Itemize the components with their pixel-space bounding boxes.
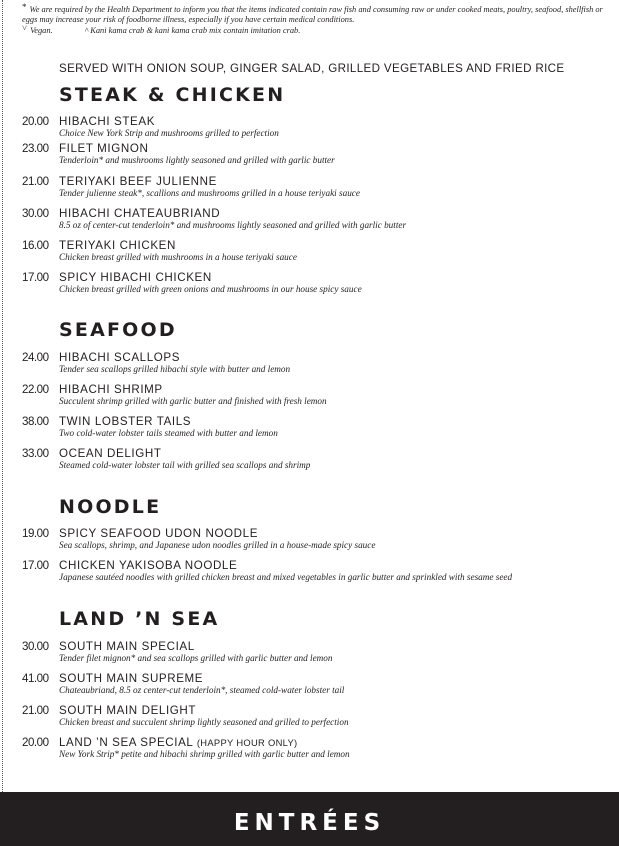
item-description: Tender sea scallops grilled hibachi style with butter and lemon — [59, 364, 291, 374]
item-name: HIBACHI SCALLOPS — [59, 351, 181, 364]
legend-line — [22, 25, 612, 36]
vegan-mark: ˅ — [22, 23, 28, 33]
item-name: HIBACHI STEAK — [59, 115, 156, 128]
menu-item — [0, 115, 619, 145]
item-price: 19.00 — [22, 527, 49, 540]
happy-hour-note: (HAPPY HOUR ONLY) — [196, 737, 298, 748]
item-description: New York Strip* petite and hibachi shrimp grilled with garlic butter and lemon — [59, 749, 350, 759]
item-description: Steamed cold-water lobster tail with grilled sea scallops and shrimp — [59, 460, 311, 470]
item-description: Two cold-water lobster tails steamed with butter and lemon — [59, 428, 278, 438]
item-description: 8.5 oz of center-cut tenderloin* and mushrooms lightly seasoned and grilled with garlic butter — [59, 220, 407, 230]
menu-item — [0, 239, 619, 269]
menu-item — [0, 175, 619, 205]
entrees-heading: ENTRÉES — [233, 810, 386, 836]
item-description: Succulent shrimp grilled with garlic butter and finished with fresh lemon — [59, 396, 327, 406]
asterisk-mark: * — [22, 2, 27, 12]
item-name: SPICY HIBACHI CHICKEN — [59, 271, 212, 284]
menu-item — [0, 704, 619, 734]
menu-item — [0, 527, 619, 557]
section-title-land-n-sea: LAND ’N SEA — [59, 608, 220, 630]
item-description: Japanese sautéed noodles with grilled chicken breast and mixed vegetables in garlic butter and sprinkled with sesame seed — [59, 572, 513, 582]
item-name: FILET MIGNON — [59, 142, 149, 155]
item-description: Tender julienne steak*, scallions and mushrooms grilled in a house teriyaki sauce — [59, 188, 360, 198]
item-price: 24.00 — [22, 351, 49, 364]
menu-item — [0, 415, 619, 445]
item-description: Chateaubriand, 8.5 oz center-cut tenderloin*, steamed cold-water lobster tail — [59, 685, 345, 695]
item-name: HIBACHI SHRIMP — [59, 383, 163, 396]
item-price: 23.00 — [22, 142, 49, 155]
menu-item — [0, 559, 619, 589]
item-price: 17.00 — [22, 271, 49, 284]
item-price: 41.00 — [22, 672, 49, 685]
menu-item — [0, 447, 619, 477]
menu-item — [0, 736, 619, 766]
item-price: 16.00 — [22, 239, 49, 252]
item-name: OCEAN DELIGHT — [59, 447, 162, 460]
item-name: SOUTH MAIN DELIGHT — [59, 704, 197, 717]
section-title-seafood: SEAFOOD — [59, 319, 177, 341]
item-price: 22.00 — [22, 383, 49, 396]
item-description: Chicken breast grilled with green onions and mushrooms in our house spicy sauce — [59, 284, 362, 294]
section-title-steak-chicken: STEAK & CHICKEN — [59, 84, 286, 106]
served-with-line: SERVED WITH ONION SOUP, GINGER SALAD, GRILLED VEGETABLES AND FRIED RICE — [59, 62, 565, 75]
menu-item — [0, 640, 619, 670]
health-warning — [22, 4, 612, 25]
item-price: 38.00 — [22, 415, 49, 428]
item-name: HIBACHI CHATEAUBRIAND — [59, 207, 221, 220]
item-name-text: LAND ’N SEA SPECIAL — [59, 736, 194, 749]
menu-item — [0, 672, 619, 702]
item-name: TERIYAKI CHICKEN — [59, 239, 176, 252]
menu-item — [0, 142, 619, 172]
item-price: 30.00 — [22, 640, 49, 653]
item-price: 20.00 — [22, 115, 49, 128]
vegan-legend: Vegan. — [30, 26, 53, 35]
item-price: 21.00 — [22, 175, 49, 188]
item-name: TERIYAKI BEEF JULIENNE — [59, 175, 217, 188]
crab-legend: ^ Kani kama crab & kani kama crab mix contain imitation crab. — [84, 26, 301, 35]
item-price: 17.00 — [22, 559, 49, 572]
item-description: Choice New York Strip and mushrooms grilled to perfection — [59, 128, 279, 138]
section-title-noodle: NOODLE — [59, 496, 162, 518]
menu-item — [0, 383, 619, 413]
item-name: SPICY SEAFOOD UDON NOODLE — [59, 527, 259, 540]
item-name: CHICKEN YAKISOBA NOODLE — [59, 559, 238, 572]
entrees-footer-band — [0, 792, 619, 846]
menu-item — [0, 271, 619, 301]
menu-item — [0, 207, 619, 237]
menu-item — [0, 351, 619, 381]
item-description: Chicken breast grilled with mushrooms in a house teriyaki sauce — [59, 252, 297, 262]
item-price: 21.00 — [22, 704, 49, 717]
health-notice — [22, 4, 612, 36]
item-description: Tender filet mignon* and sea scallops grilled with garlic butter and lemon — [59, 653, 333, 663]
item-price: 33.00 — [22, 447, 49, 460]
item-description: Sea scallops, shrimp, and Japanese udon noodles grilled in a house-made spicy sauce — [59, 540, 376, 550]
item-name: SOUTH MAIN SPECIAL — [59, 640, 195, 653]
item-price: 30.00 — [22, 207, 49, 220]
item-description: Chicken breast and succulent shrimp lightly seasoned and grilled to perfection — [59, 717, 349, 727]
item-name: SOUTH MAIN SUPREME — [59, 672, 204, 685]
item-description: Tenderloin* and mushrooms lightly seasoned and grilled with garlic butter — [59, 155, 335, 165]
item-name — [59, 736, 297, 749]
item-price: 20.00 — [22, 736, 49, 749]
item-name: TWIN LOBSTER TAILS — [59, 415, 192, 428]
health-warning-text: We are required by the Health Department to inform you that the items indicated contain raw fish and consuming raw or under cooked meats, poultry, seafood, shellfish or eggs may increase your risk of foodborne illness, especially if you have certain medical conditions. — [22, 5, 603, 24]
